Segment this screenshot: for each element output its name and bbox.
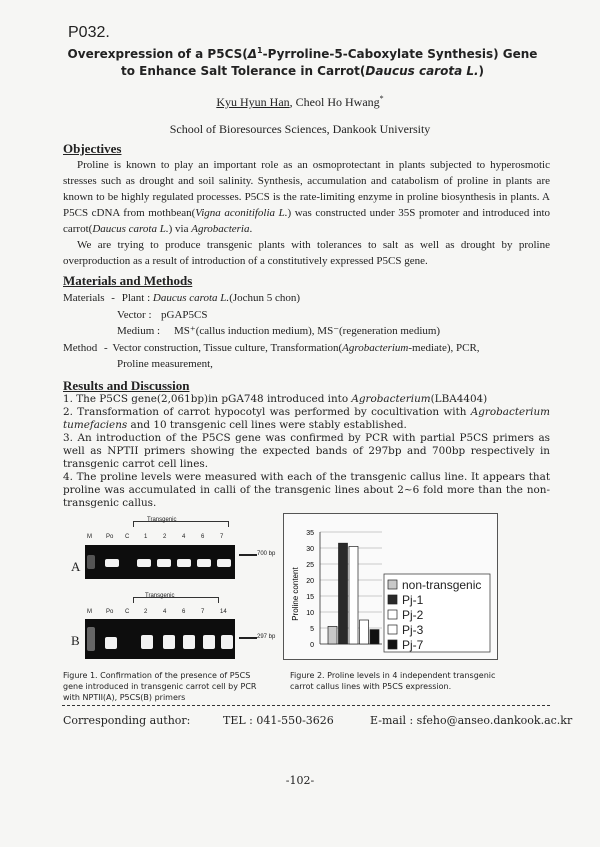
y-tick-label: 5 (310, 626, 314, 633)
footer-divider (62, 705, 550, 706)
legend-label: non-transgenic (402, 578, 482, 592)
y-tick-label: 10 (306, 610, 314, 617)
legend-label: Pj-3 (402, 623, 424, 637)
legend-swatch (388, 610, 397, 619)
lane-label: 2 (163, 534, 167, 540)
corresponding-author-label: Corresponding author: (63, 714, 191, 727)
figure-1 (63, 515, 278, 665)
y-tick-label: 35 (306, 530, 314, 537)
bar-pj-1 (339, 543, 348, 644)
lane-label: 7 (201, 609, 205, 615)
authors: Kyu Hyun Han, Cheol Ho Hwang* (216, 94, 384, 109)
legend-swatch (388, 580, 397, 589)
legend-swatch (388, 640, 397, 649)
legend-swatch (388, 625, 397, 634)
lane-label: 2 (144, 609, 148, 615)
legend-swatch (388, 595, 397, 604)
legend-label: Pj-2 (402, 608, 424, 622)
proline-chart (284, 514, 497, 659)
lane-label: 7 (220, 534, 224, 540)
y-tick-label: 20 (306, 578, 314, 585)
bar-pj-3 (360, 620, 369, 644)
lane-label: 6 (201, 534, 205, 540)
lane-label: 6 (182, 609, 186, 615)
bar-pj-2 (349, 546, 358, 644)
arrow-b (239, 637, 257, 639)
lane-label: 1 (144, 534, 148, 540)
transgenic-bracket-a (133, 521, 229, 527)
transgenic-bracket-b (133, 597, 219, 603)
panel-a-label: A (71, 559, 81, 574)
author-second: Cheol Ho Hwang (295, 95, 380, 109)
lane-label: C (125, 609, 130, 615)
gel-b (85, 619, 235, 659)
lane-label: Po (106, 609, 114, 615)
y-tick-label: 25 (306, 562, 314, 569)
transgenic-label-a: Transgenic (147, 517, 177, 523)
result-item-3: 3. An introduction of the P5CS gene was confirmed by PCR with partial P5CS primers as well as NPTII primers showing the expected bands of 297bp and 700bp respectively in transgenic carrot cell lines. (63, 432, 550, 470)
results-heading: Results and Discussion (63, 378, 190, 393)
legend-label: Pj-7 (402, 638, 424, 652)
y-axis-label: Proline content (291, 567, 300, 621)
lane-label: 4 (163, 609, 167, 615)
lane-label: M (87, 609, 92, 615)
lane-label: M (87, 534, 92, 540)
lane-label: 4 (182, 534, 186, 540)
band-a-label: 700 bp (257, 551, 276, 557)
affiliation: School of Bioresources Sciences, Dankook University (169, 122, 431, 136)
panel-b-label: B (71, 633, 80, 648)
objectives-heading: Objectives (63, 141, 122, 156)
bar-pj-7 (370, 630, 379, 644)
paper-id: P032. (68, 24, 110, 41)
paper-title: Overexpression of a $P5CS(\Delta^1-Pyrroline-5$-Caboxylate Synthesis) Gene to Enhance Salt Tolerance in Carrot(Daucus carota L.) (67, 46, 538, 78)
lane-label: Po (106, 534, 114, 540)
result-item-2: 2. Transformation of carrot hypocotyl was performed by cocultivation with Agrobacterium tumefaciens and 10 transgenic cell lines were stably established. (63, 406, 550, 431)
y-tick-label: 15 (306, 594, 314, 601)
page-number: -102- (285, 774, 315, 787)
methods-block: Materials - Plant : Daucus carota L.(Jochun 5 chon) Vector : pGAP5CS Medium : MS⁺(callus induction medium), MS⁻(regeneration medium) Method - Vector construction, Tissue culture, Transformation(Agrobacterium-mediate), PCR, Proline measurement, (63, 292, 480, 370)
methods-heading: Materials and Methods (63, 273, 193, 288)
gel-a (85, 545, 235, 579)
result-item-1: 1. The P5CS gene(2,061bp)in pGA748 introduced into Agrobacterium(LBA4404) (63, 393, 488, 405)
lane-label: C (125, 534, 130, 540)
objectives-text: Proline is known to play an important role as an osmoprotectant in plants subjected to hyperosmotic stresses such as drought and soil salinity. Synthesis, accumulation and catabolism of proline in plants are known to be highly regulated processes. P5CS is the rate-limiting enzyme in proline biosynthesis in plants. A P5CS cDNA from mothbean(Vigna aconitifolia L.) was constructed under 35S promoter and introduced into carrot(Daucus carota L.) via Agrobacteria. We are trying to produce transgenic plants with tolerances to salt as well as drought by proline overproduction as a result of introduction of a constitutively expressed P5CS gene. (63, 159, 550, 267)
legend-label: Pj-1 (402, 593, 424, 607)
band-b-label: 297 bp (257, 634, 276, 640)
figure-2-caption: Figure 2. Proline levels in 4 independent transgenic carrot callus lines with P5CS expression. (290, 671, 496, 691)
lane-labels-a (87, 534, 232, 542)
arrow-a (239, 554, 257, 556)
y-tick-label: 0 (310, 642, 314, 649)
lane-label: 14 (220, 609, 227, 615)
lane-labels-b (87, 609, 232, 617)
figure-2 (283, 513, 498, 660)
result-item-4: 4. The proline levels were measured with each of the transgenic callus line. It appears that proline was accumulated in calli of the transgenic lines about 2~6 fold more than the non-transgenic callus. (63, 471, 550, 509)
figure-1-caption: Figure 1. Confirmation of the presence of P5CS gene introduced in transgenic carrot cell by PCR with NPTII(A), P5CS(B) primers (63, 671, 257, 702)
results-list (63, 393, 550, 510)
telephone: TEL : 041-550-3626 (223, 714, 334, 727)
email[interactable]: E-mail : sfeho@anseo.dankook.ac.kr (370, 714, 573, 727)
transgenic-label-b: Transgenic (145, 593, 175, 599)
bar-non-transgenic (328, 626, 337, 644)
author-first: Kyu Hyun Han (216, 95, 290, 109)
y-tick-label: 30 (306, 546, 314, 553)
